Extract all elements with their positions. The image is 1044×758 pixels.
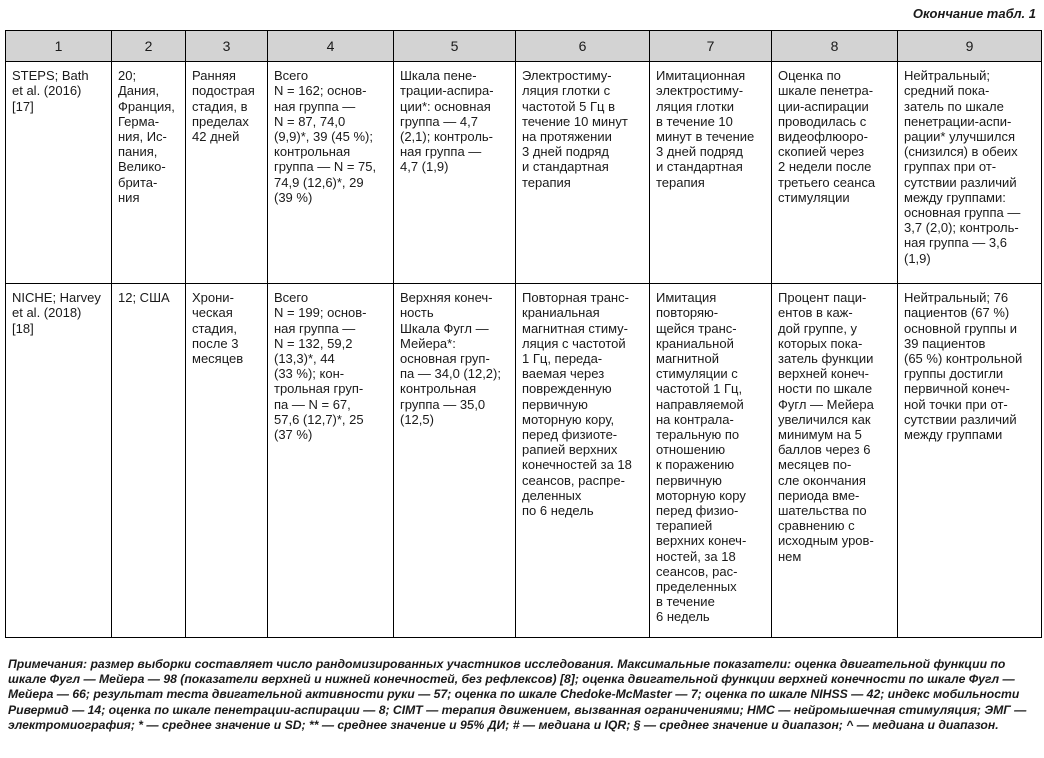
cell-study: STEPS; Bath et al. (2016) [17] — [6, 62, 112, 284]
cell-outcome: Процент паци- ентов в каж- дой группе, у которых пока- затель функции верхней конеч- ности по шкале Фугл — Мейера увеличился как минимум на 5 баллов через 6 месяцев по- сле окончания периода вме- шательства по сравнению с исходным уров- нем — [772, 284, 898, 638]
cell-stage: Хрони- ческая стадия, после 3 месяцев — [186, 284, 268, 638]
table-row — [6, 284, 1042, 638]
cell-outcome: Оценка по шкале пенетра- ции-аспирации проводилась с видеофлюоро- скопией через 2 недели после третьего сеанса стимуляции — [772, 62, 898, 284]
cell-control: Имитационная электростиму- ляция глотки в течение 10 минут в течение 3 дней подряд и стандартная терапия — [650, 62, 772, 284]
header-cell-5: 5 — [394, 31, 516, 62]
header-cell-3: 3 — [186, 31, 268, 62]
header-row — [6, 31, 1042, 62]
table-notes: Примечания: размер выборки составляет число рандомизированных участников исследования. Максимальные показатели: оценка двигательной функции по шкале Фугл — Мейера — 98 (показатели верхней и нижней конечностей, без рефлексов) [8]; оценка двигательной функции верхней конечности по шкале Фугл — Мейера — 66; результат теста двигательной активности руки — 57; оценка по шкале Chedoke-McMaster — 7; оценка по шкале NIHSS — 42; индекс мобильности Ривермид — 14; оценка по шкале пенетрации-аспирации — 8; CIMT — терапия движением, вызванная ограничениями; НМС — нейромышечная стимуляция; ЭМГ — электромиография; * — среднее значение и SD; ** — среднее значение и 95% ДИ; # — медиана и IQR; § — среднее значение и диапазон; ^ — медиана и диапазон. — [8, 657, 1027, 732]
cell-centers-country: 20; Дания, Франция, Герма- ния, Ис- пания, Велико- брита- ния — [112, 62, 186, 284]
cell-sample: Всего N = 199; основ- ная группа — N = 132, 59,2 (13,3)*, 44 (33 %); кон- трольная груп- па — N = 67, 57,6 (12,7)*, 25 (37 %) — [268, 284, 394, 638]
cell-intervention: Повторная транс- краниальная магнитная стиму- ляция с частотой 1 Гц, переда- ваемая через поврежденную первичную моторную кору, перед физиоте- рапией верхних конечностей за 18 сеансов, распре- деленных по 6 недель — [516, 284, 650, 638]
cell-study: NICHE; Harvey et al. (2018) [18] — [6, 284, 112, 638]
cell-intervention: Электростиму- ляция глотки с частотой 5 Гц в течение 10 минут на протяжении 3 дней подряд и стандартная терапия — [516, 62, 650, 284]
cell-baseline: Шкала пене- трации-аспира- ции*: основная группа — 4,7 (2,1); контроль- ная группа — 4,7 (1,9) — [394, 62, 516, 284]
header-cell-6: 6 — [516, 31, 650, 62]
cell-centers-country: 12; США — [112, 284, 186, 638]
header-cell-8: 8 — [772, 31, 898, 62]
header-cell-4: 4 — [268, 31, 394, 62]
header-cell-9: 9 — [898, 31, 1042, 62]
cell-control: Имитация повторяю- щейся транс- краниальной магнитной стимуляции с частотой 1 Гц, направляемой на контрала- теральную по отношению к поражению первичную моторную кору перед физио- терапией верхних конеч- ностей, за 18 сеансов, рас- пределенных в течение 6 недель — [650, 284, 772, 638]
header-cell-1: 1 — [6, 31, 112, 62]
cell-sample: Всего N = 162; основ- ная группа — N = 87, 74,0 (9,9)*, 39 (45 %); контрольная группа — N = 75, 74,9 (12,6)*, 29 (39 %) — [268, 62, 394, 284]
cell-stage: Ранняя подострая стадия, в пределах 42 дней — [186, 62, 268, 284]
header-cell-2: 2 — [112, 31, 186, 62]
cell-baseline: Верхняя конеч- ность Шкала Фугл — Мейера*: основная груп- па — 34,0 (12,2); контрольная группа — 35,0 (12,5) — [394, 284, 516, 638]
header-cell-7: 7 — [650, 31, 772, 62]
table-row — [6, 62, 1042, 284]
data-table — [5, 30, 1042, 638]
table-caption: Окончание табл. 1 — [912, 6, 1036, 21]
cell-result: Нейтральный; 76 пациентов (67 %) основной группы и 39 пациентов (65 %) контрольной группы достигли первичной конеч- ной точки при от- сутствии различий между группами — [898, 284, 1042, 638]
cell-result: Нейтральный; средний пока- затель по шкале пенетрации-аспи- рации* улучшился (снизился) в обеих группах при от- сутствии различий между группами: основная группа — 3,7 (2,0); контроль- ная группа — 3,6 (1,9) — [898, 62, 1042, 284]
